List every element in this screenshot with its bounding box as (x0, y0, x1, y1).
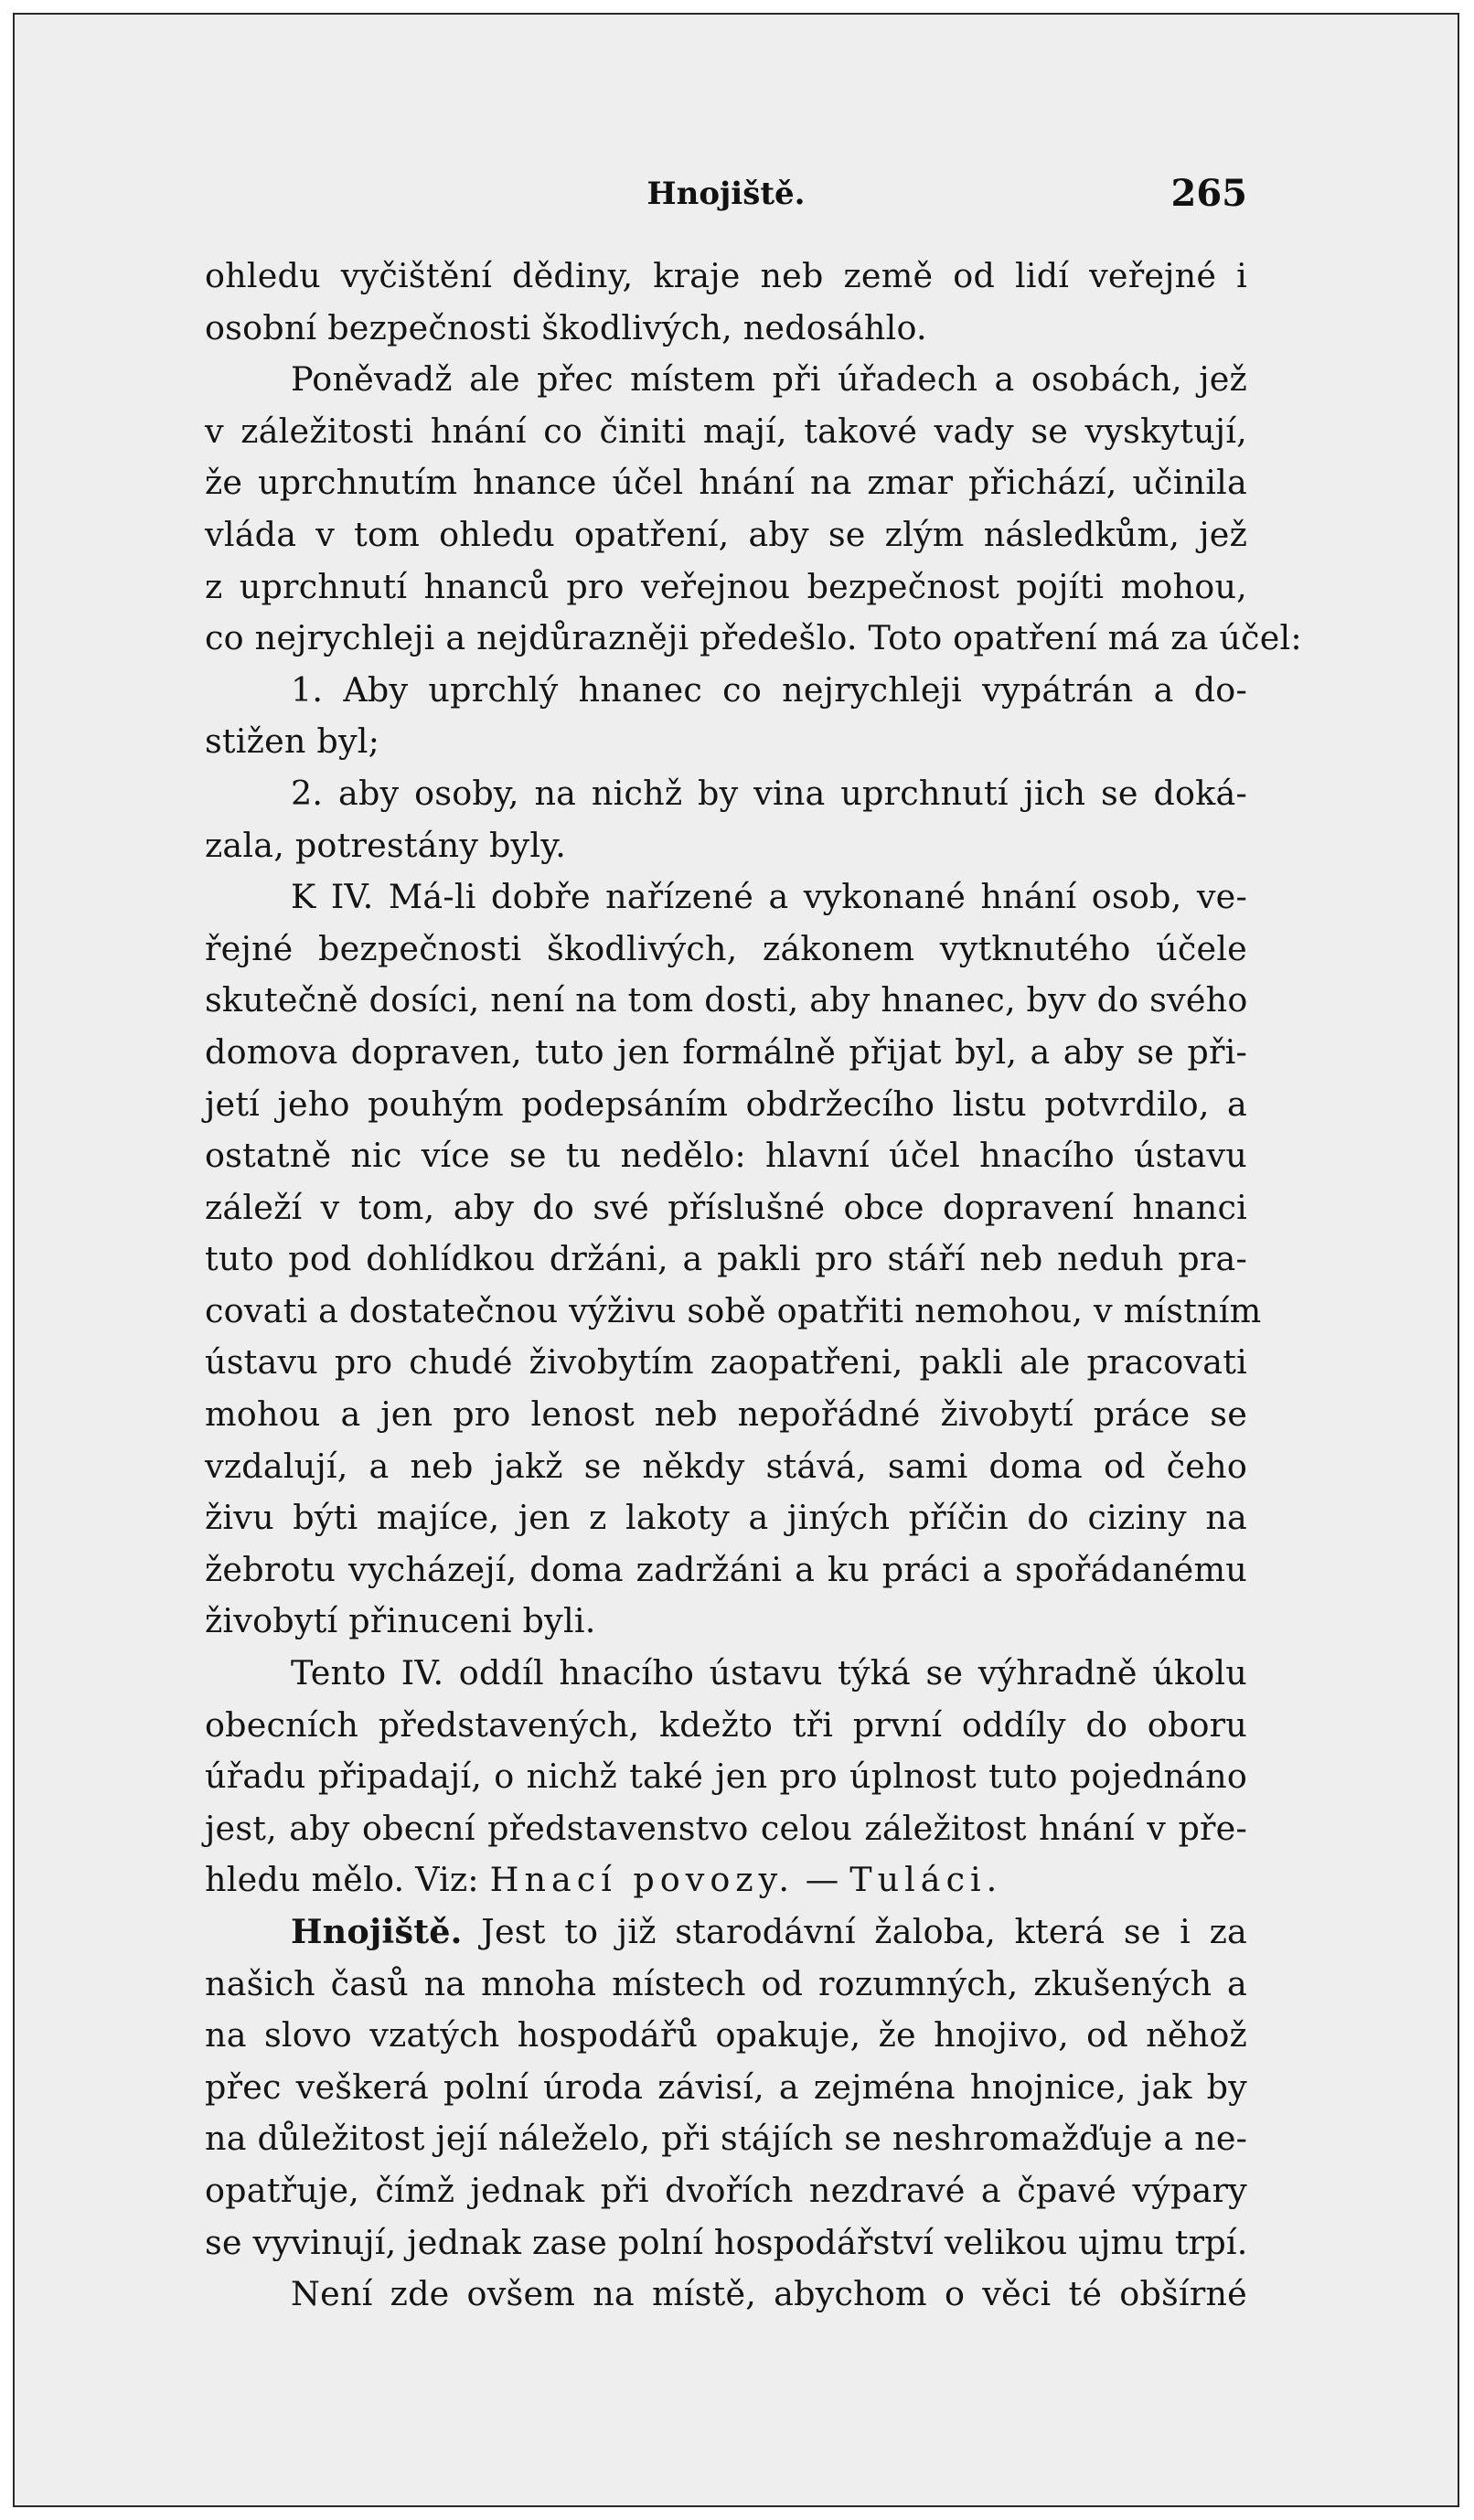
text-line: živu býti majíce, jen z lakoty a jiných příčin do ciziny na (205, 1498, 1247, 1538)
text-line: domova dopraven, tuto jen formálně přijat byl, a aby se při- (205, 1031, 1247, 1072)
text-line: ostatně nic více se tu nedělo: hlavní účel hnacího ústavu (205, 1136, 1247, 1176)
text-line: mohou a jen pro lenost neb nepořádné živobytí práce se (205, 1394, 1247, 1435)
text-line: co nejrychleji a nejdůrazněji předešlo. Toto opatření má za účel: (205, 618, 1302, 658)
scanned-page (13, 13, 1459, 2507)
text-line: jest, aby obecní představenstvo celou záležitost hnání v pře- (205, 1808, 1247, 1848)
text-line: na důležitost její náleželo, při stájích se neshromažďuje a ne- (205, 2119, 1248, 2159)
page-number: 265 (1170, 172, 1247, 215)
body-text (205, 251, 1302, 2321)
text-line: 1. Aby uprchlý hnanec co nejrychleji vypátrán a do- (291, 669, 1247, 710)
text-line: obecních představených, kdežto tři první oddíly do oboru (205, 1704, 1247, 1745)
text-line: přec veškerá polní úroda závisí, a zejména hnojnice, jak by (205, 2066, 1247, 2107)
text-lines-before (205, 251, 1302, 1854)
text-line: ohledu vyčištění dědiny, kraje neb země od lidí veřejné i (205, 256, 1247, 295)
cross-reference-hnaci-povozy: Hnací povozy. (489, 1860, 795, 1900)
text-line: Tento IV. oddíl hnacího ústavu týká se výhradně úkolu (291, 1653, 1247, 1693)
text-line: v záležitosti hnání co činiti mají, takové vady se vyskytují, (205, 411, 1247, 451)
text-line-entry-start (205, 1906, 1247, 1959)
text-line: tuto pod dohlídkou držáni, a pakli pro stáří neb neduh pra- (205, 1239, 1247, 1279)
cross-reference-prefix: hledu mělo. Viz: (205, 1860, 490, 1900)
entry-first-line: Jest to již starodávní žaloba, která se i za (462, 1912, 1247, 1951)
running-head: Hnojiště. (646, 176, 806, 212)
text-line: ústavu pro chudé živobytím zaopatřeni, pakli ale pracovati (205, 1342, 1247, 1383)
text-line: žebrotu vycházejí, doma zadržáni a ku práci a spořádanému (205, 1549, 1247, 1589)
text-line: vzdalují, a neb jakž se někdy stává, sami doma od čeho (205, 1446, 1247, 1486)
text-line: osobní bezpečnosti škodlivých, nedosáhlo. (205, 307, 927, 347)
text-line: řejné bezpečnosti škodlivých, zákonem vytknutého účele (205, 928, 1247, 968)
text-line: úřadu připadají, o nichž také jen pro úplnost tuto pojednáno (205, 1757, 1247, 1797)
text-line: že uprchnutím hnance účel hnání na zmar přichází, učinila (205, 463, 1247, 503)
text-line: vláda v tom ohledu opatření, aby se zlým následkům, jež (205, 514, 1247, 554)
text-line: Poněvadž ale přec místem při úřadech a osobách, jež (291, 359, 1247, 400)
text-line: covati a dostatečnou výživu sobě opatřiti nemohou, v místním (205, 1290, 1262, 1330)
text-line: živobytí přinuceni byli. (205, 1601, 596, 1641)
text-line: Není zde ovšem na místě, abychom o věci té obšírné (291, 2274, 1247, 2314)
text-line: zala, potrestány byly. (205, 825, 567, 865)
entry-headword: Hnojiště. (291, 1912, 463, 1951)
text-line: z uprchnutí hnanců pro veřejnou bezpečnost pojíti mohou, (205, 566, 1247, 606)
text-line: záleží v tom, aby do své příslušné obce dopravení hnanci (205, 1187, 1247, 1227)
text-line: opatřuje, čímž jednak při dvořích nezdravé a čpavé výpary (205, 2170, 1247, 2210)
text-line: na slovo vzatých hospodářů opakuje, že hnojivo, od něhož (205, 2015, 1247, 2056)
text-line-cross-reference (205, 1854, 1247, 1906)
text-line: stižen byl; (205, 721, 380, 762)
cross-reference-dash: — (794, 1860, 850, 1900)
cross-reference-tulaci: Tuláci. (849, 1860, 1003, 1900)
text-lines-after (205, 1959, 1247, 2321)
text-line: našich časů na mnoha místech od rozumných, zkušených a (205, 1963, 1247, 2003)
page-header (205, 172, 1247, 221)
text-line: se vyvinují, jednak zase polní hospodářství velikou ujmu trpí. (205, 2222, 1248, 2262)
text-line: K IV. Má-li dobře nařízené a vykonané hnání osob, ve- (291, 877, 1247, 917)
text-line: jetí jeho pouhým podepsáním obdržecího listu potvrdilo, a (205, 1084, 1247, 1124)
text-line: skutečně dosíci, není na tom dosti, aby hnanec, byv do svého (205, 980, 1248, 1020)
text-line: 2. aby osoby, na nichž by vina uprchnutí jich se doká- (291, 773, 1247, 813)
